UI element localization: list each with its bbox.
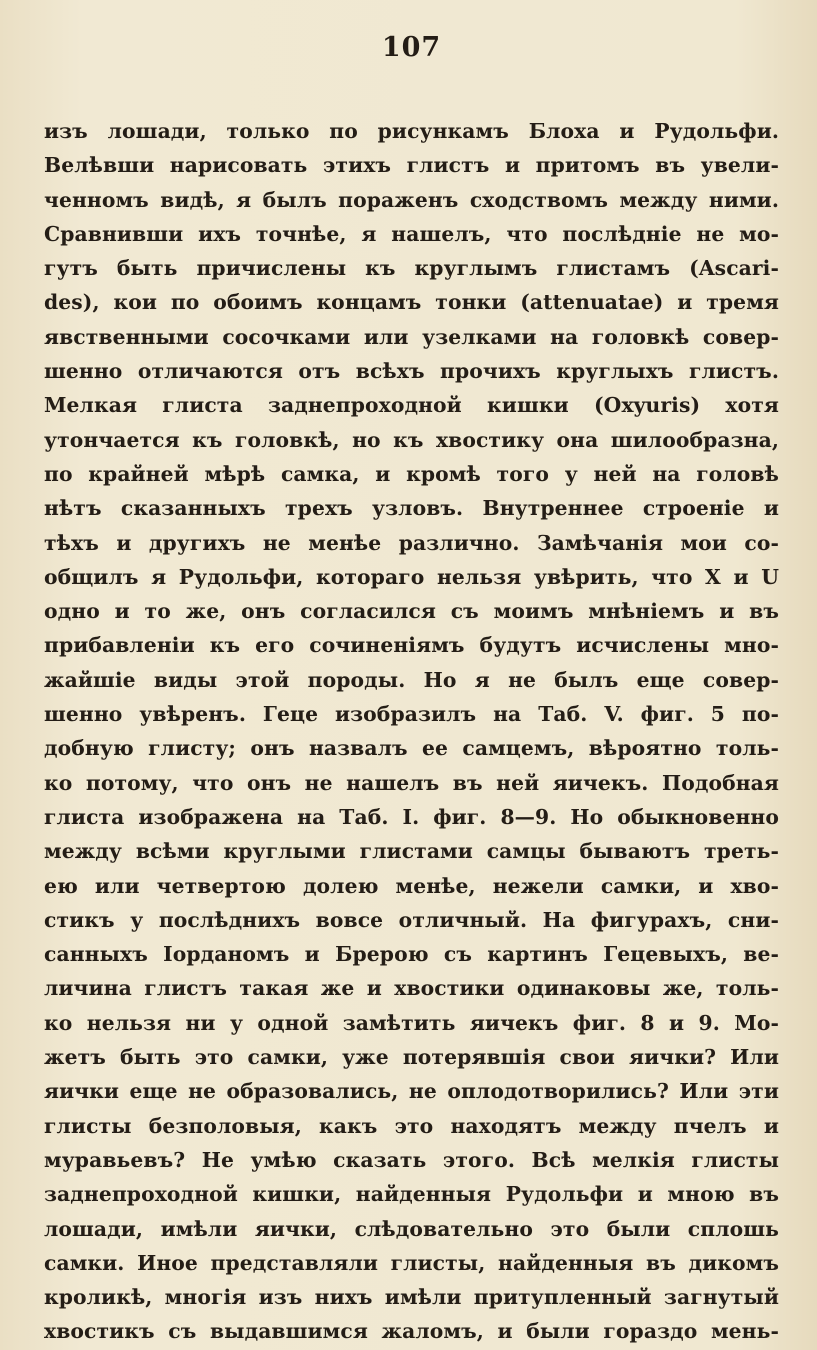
page-number: 107 bbox=[381, 32, 442, 63]
text-line: нѣтъ сказанныхъ трехъ узловъ. Внутреннее строеніе и bbox=[44, 496, 779, 521]
text-line: глиста изображена на Таб. I. фиг. 8—9. Но обыкновенно bbox=[44, 804, 779, 829]
text-line: жетъ быть это самки, уже потерявшія свои яички? Или bbox=[44, 1045, 779, 1070]
body-text bbox=[44, 114, 779, 1349]
text-line: ею или четвертою долею менѣе, нежели самки, и хво- bbox=[44, 873, 779, 898]
text-line: утончается къ головкѣ, но къ хвостику она шилообразна, bbox=[44, 427, 779, 452]
text-line: явственными сосочками или узелками на головкѣ совер- bbox=[44, 324, 779, 349]
text-line: шенно увѣренъ. Геце изобразилъ на Таб. V. фиг. 5 по- bbox=[44, 702, 779, 727]
text-line: ченномъ видѣ, я былъ пораженъ сходствомъ между ними. bbox=[44, 187, 779, 212]
text-line: добную глисту; онъ назвалъ ее самцемъ, вѣроятно толь- bbox=[44, 736, 779, 761]
text-line: жайшіе виды этой породы. Но я не былъ еще совер- bbox=[44, 667, 779, 692]
text-line: глисты безполовыя, какъ это находятъ между пчелъ и bbox=[44, 1113, 779, 1138]
text-line: по крайней мѣрѣ самка, и кромѣ того у ней на головѣ bbox=[44, 461, 779, 486]
text-line: яички еще не образовались, не оплодотворились? Или эти bbox=[44, 1079, 779, 1104]
text-line: ко потому, что онъ не нашелъ въ ней яичекъ. Подобная bbox=[44, 770, 779, 795]
text-line: санныхъ Іорданомъ и Брерою съ картинъ Гецевыхъ, ве- bbox=[44, 942, 779, 967]
text-line: стикъ у послѣднихъ вовсе отличный. На фигурахъ, сни- bbox=[44, 907, 779, 932]
text-line: хвостикъ съ выдавшимся жаломъ, и были гораздо мень- bbox=[44, 1319, 779, 1344]
text-line: заднепроходной кишки, найденныя Рудольфи и мною въ bbox=[44, 1182, 779, 1207]
text-line: Сравнивши ихъ точнѣе, я нашелъ, что послѣдніе не мо- bbox=[44, 221, 779, 246]
text-line: между всѣми круглыми глистами самцы бываютъ треть- bbox=[44, 839, 779, 864]
text-line: прибавленіи къ его сочиненіямъ будутъ исчислены мно- bbox=[44, 633, 779, 658]
text-line: шенно отличаются отъ всѣхъ прочихъ круглыхъ глистъ. bbox=[44, 359, 779, 384]
text-line: des), кои по обоимъ концамъ тонки (attenuatae) и тремя bbox=[44, 290, 779, 315]
text-line: Мелкая глиста заднепроходной кишки (Oxyuris) хотя bbox=[44, 393, 779, 418]
text-line: изъ лошади, только по рисункамъ Блоха и Рудольфи. bbox=[44, 119, 779, 143]
text-line: тѣхъ и другихъ не менѣе различно. Замѣчанія мои со- bbox=[44, 530, 779, 555]
text-line: гутъ быть причислены къ круглымъ глистамъ (Ascari- bbox=[44, 256, 779, 281]
text-line: общилъ я Рудольфи, котораго нельзя увѣрить, что X и U bbox=[44, 564, 779, 589]
text-line: лошади, имѣли яички, слѣдовательно это были сплошь bbox=[44, 1216, 779, 1241]
text-line: кроликѣ, многія изъ нихъ имѣли притупленный загнутый bbox=[44, 1285, 779, 1310]
text-line: одно и то же, онъ согласился съ моимъ мнѣніемъ и въ bbox=[44, 599, 779, 624]
text-line: самки. Иное представляли глисты, найденныя въ дикомъ bbox=[44, 1250, 779, 1275]
text-line: ко нельзя ни у одной замѣтить яичекъ фиг. 8 и 9. Мо- bbox=[44, 1010, 779, 1035]
text-line: муравьевъ? Не умѣю сказать этого. Всѣ мелкія глисты bbox=[44, 1147, 779, 1172]
text-line: личина глистъ такая же и хвостики одинаковы же, толь- bbox=[44, 976, 779, 1001]
text-line: Велѣвши нарисовать этихъ глистъ и притомъ въ увели- bbox=[44, 153, 779, 178]
